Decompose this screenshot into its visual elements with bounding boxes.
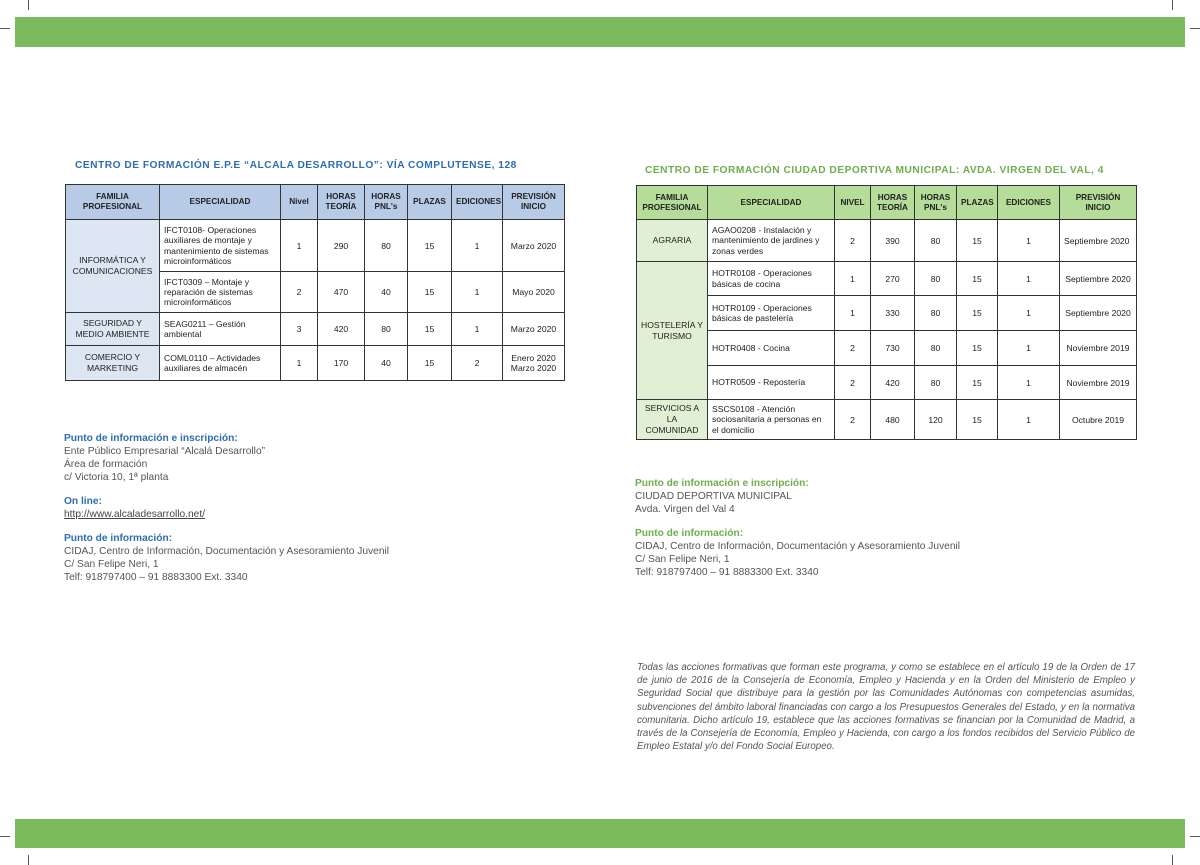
- plazas-cell: 15: [408, 220, 452, 272]
- col-especialidad: ESPECIALIDAD: [160, 185, 281, 220]
- ediciones-cell: 1: [998, 331, 1060, 366]
- info-line: Ente Público Empresarial “Alcalá Desarrollo”: [64, 446, 265, 457]
- top-green-band: [15, 17, 1185, 47]
- left-center-heading: CENTRO DE FORMACIÓN E.P.E “ALCALA DESARROLLO”: VÍA COMPLUTENSE, 128: [75, 160, 517, 171]
- ediciones-cell: 1: [452, 313, 503, 346]
- info-label: Punto de información:: [635, 528, 744, 539]
- table-row: [66, 313, 565, 346]
- info-line: Área de formación: [64, 459, 148, 470]
- col-ediciones: EDICIONES: [998, 186, 1060, 220]
- plazas-cell: 15: [957, 331, 998, 366]
- horas-pnl-cell: 80: [365, 313, 408, 346]
- info-line: C/ San Felipe Neri, 1: [64, 559, 159, 570]
- horas-pnl-cell: 80: [915, 331, 957, 366]
- info-line: CIDAJ, Centro de Información, Documentación y Asesoramiento Juvenil: [64, 546, 390, 557]
- col-familia: FAMILIA PROFESIONAL: [66, 185, 160, 220]
- info-line: CIUDAD DEPORTIVA MUNICIPAL: [635, 491, 792, 502]
- left-course-table: [65, 184, 565, 381]
- familia-cell: HOSTELERÍA Y TURISMO: [637, 262, 708, 400]
- especialidad-cell: AGAO0208 - Instalación y mantenimiento de jardines y zonas verdes: [708, 220, 835, 262]
- table-row: [66, 346, 565, 381]
- ediciones-cell: 1: [998, 220, 1060, 262]
- info-label: Punto de información e inscripción:: [635, 478, 809, 489]
- plazas-cell: 15: [957, 400, 998, 440]
- inicio-cell: Octubre 2019: [1060, 400, 1137, 440]
- nivel-cell: 1: [835, 262, 871, 296]
- inicio-cell: Noviembre 2019: [1060, 366, 1137, 400]
- horas-pnl-cell: 80: [365, 220, 408, 272]
- horas-teoria-cell: 420: [871, 366, 915, 400]
- horas-pnl-cell: 80: [915, 262, 957, 296]
- left-info-block: [64, 432, 389, 584]
- crop-mark: [1190, 836, 1200, 837]
- horas-pnl-cell: 80: [915, 366, 957, 400]
- crop-mark: [1190, 28, 1200, 29]
- especialidad-cell: HOTR0509 - Repostería: [708, 366, 835, 400]
- plazas-cell: 15: [408, 272, 452, 313]
- ediciones-cell: 1: [998, 262, 1060, 296]
- familia-cell: INFORMÁTICA Y COMUNICACIONES: [66, 220, 160, 313]
- horas-teoria-cell: 390: [871, 220, 915, 262]
- nivel-cell: 1: [835, 296, 871, 331]
- right-center-heading: CENTRO DE FORMACIÓN CIUDAD DEPORTIVA MUNICIPAL: AVDA. VIRGEN DEL VAL, 4: [645, 165, 1104, 176]
- especialidad-cell: IFCT0108- Operaciones auxiliares de montaje y mantenimiento de sistemas microinformáticos: [160, 220, 281, 272]
- plazas-cell: 15: [957, 220, 998, 262]
- ediciones-cell: 1: [998, 400, 1060, 440]
- horas-teoria-cell: 480: [871, 400, 915, 440]
- right-info-block: [635, 477, 960, 579]
- ediciones-cell: 2: [452, 346, 503, 381]
- table-row: [637, 220, 1137, 262]
- col-horas-pnl: HORAS PNL's: [365, 185, 408, 220]
- especialidad-cell: SSCS0108 - Atención sociosanitaria a personas en el domicilio: [708, 400, 835, 440]
- horas-teoria-cell: 420: [318, 313, 365, 346]
- especialidad-cell: COML0110 – Actividades auxiliares de almacén: [160, 346, 281, 381]
- col-prevision: PREVISIÓN INICIO: [1060, 186, 1137, 220]
- horas-pnl-cell: 40: [365, 272, 408, 313]
- plazas-cell: 15: [408, 313, 452, 346]
- plazas-cell: 15: [957, 262, 998, 296]
- info-line: Avda. Virgen del Val 4: [635, 504, 735, 515]
- online-label: On line:: [64, 496, 102, 507]
- info-label: Punto de información e inscripción:: [64, 433, 238, 444]
- horas-teoria-cell: 730: [871, 331, 915, 366]
- table-header-row: [637, 186, 1137, 220]
- bottom-green-band: [15, 819, 1185, 848]
- crop-mark: [28, 0, 29, 10]
- horas-pnl-cell: 120: [915, 400, 957, 440]
- table-row: [637, 331, 1137, 366]
- inicio-cell: Septiembre 2020: [1060, 296, 1137, 331]
- nivel-cell: 1: [281, 220, 318, 272]
- col-prevision: PREVISIÓN INICIO: [503, 185, 565, 220]
- col-ediciones: EDICIONES: [452, 185, 503, 220]
- inicio-cell: Mayo 2020: [503, 272, 565, 313]
- info-line: CIDAJ, Centro de Información, Documentación y Asesoramiento Juvenil: [635, 541, 961, 552]
- horas-pnl-cell: 80: [915, 296, 957, 331]
- familia-cell: SEGURIDAD Y MEDIO AMBIENTE: [66, 313, 160, 346]
- table-row: [637, 296, 1137, 331]
- plazas-cell: 15: [957, 296, 998, 331]
- especialidad-cell: IFCT0309 – Montaje y reparación de sistemas microinformáticos: [160, 272, 281, 313]
- inicio-cell: Septiembre 2020: [1060, 220, 1137, 262]
- nivel-cell: 2: [835, 366, 871, 400]
- info-line: C/ San Felipe Neri, 1: [635, 554, 730, 565]
- info-line: Telf: 918797400 – 91 8883300 Ext. 3340: [64, 572, 248, 583]
- col-plazas: PLAZAS: [957, 186, 998, 220]
- horas-pnl-cell: 80: [915, 220, 957, 262]
- ediciones-cell: 1: [452, 220, 503, 272]
- especialidad-cell: SEAG0211 – Gestión ambiental: [160, 313, 281, 346]
- table-header-row: [66, 185, 565, 220]
- plazas-cell: 15: [957, 366, 998, 400]
- ediciones-cell: 1: [452, 272, 503, 313]
- col-nivel: Nivel: [281, 185, 318, 220]
- ediciones-cell: 1: [998, 296, 1060, 331]
- col-familia: FAMILIA PROFESIONAL: [637, 186, 708, 220]
- horas-teoria-cell: 330: [871, 296, 915, 331]
- inicio-cell: Marzo 2020: [503, 220, 565, 272]
- nivel-cell: 1: [281, 346, 318, 381]
- col-especialidad: ESPECIALIDAD: [708, 186, 835, 220]
- horas-pnl-cell: 40: [365, 346, 408, 381]
- familia-cell: COMERCIO Y MARKETING: [66, 346, 160, 381]
- horas-teoria-cell: 170: [318, 346, 365, 381]
- col-horas-teoria: HORAS TEORÍA: [318, 185, 365, 220]
- inicio-cell: Noviembre 2019: [1060, 331, 1137, 366]
- inicio-cell: Septiembre 2020: [1060, 262, 1137, 296]
- nivel-cell: 3: [281, 313, 318, 346]
- ediciones-cell: 1: [998, 366, 1060, 400]
- nivel-cell: 2: [835, 220, 871, 262]
- especialidad-cell: HOTR0108 - Operaciones básicas de cocina: [708, 262, 835, 296]
- col-horas-teoria: HORAS TEORÍA: [871, 186, 915, 220]
- horas-teoria-cell: 290: [318, 220, 365, 272]
- info-line: Telf: 918797400 – 91 8883300 Ext. 3340: [635, 567, 819, 578]
- legal-note: Todas las acciones formativas que forman este programa, y como se establece en el artículo 19 de la Orden de 17 de junio de 2016 de la Consejería de Economía, Empleo y Hacienda y en la Orden del Ministerio de Empleo y Seguridad Social que distribuye para la gestión por las Comunidades Autónomas con competencias asumidas, subvenciones del ámbito laboral financiadas con cargo a los Presupuestos Generales del Estado, y en la normativa comunitaria. Dicho artículo 19, establece que las acciones formativas se financian por la Comunidad de Madrid, a través de la Consejería de Economía, Empleo y Hacienda, con cargo a los fondos recibidos del Servicio Público de Empleo Estatal y/o del Fondo Social Europeo.: [637, 662, 1135, 753]
- info-label: Punto de información:: [64, 533, 173, 544]
- nivel-cell: 2: [835, 400, 871, 440]
- table-row: [637, 262, 1137, 296]
- info-line: c/ Victoria 10, 1ª planta: [64, 472, 169, 483]
- nivel-cell: 2: [835, 331, 871, 366]
- table-row: [66, 220, 565, 272]
- familia-cell: AGRARIA: [637, 220, 708, 262]
- inicio-cell: Marzo 2020: [503, 313, 565, 346]
- col-horas-pnl: HORAS PNL's: [915, 186, 957, 220]
- inicio-cell: Enero 2020 Marzo 2020: [503, 346, 565, 381]
- table-row: [637, 366, 1137, 400]
- col-plazas: PLAZAS: [408, 185, 452, 220]
- crop-mark: [0, 836, 10, 837]
- horas-teoria-cell: 270: [871, 262, 915, 296]
- horas-teoria-cell: 470: [318, 272, 365, 313]
- plazas-cell: 15: [408, 346, 452, 381]
- crop-mark: [28, 855, 29, 865]
- nivel-cell: 2: [281, 272, 318, 313]
- crop-mark: [1172, 855, 1173, 865]
- familia-cell: SERVICIOS A LA COMUNIDAD: [637, 400, 708, 440]
- right-course-table: [636, 185, 1137, 440]
- especialidad-cell: HOTR0408 - Cocina: [708, 331, 835, 366]
- crop-mark: [1172, 0, 1173, 10]
- crop-mark: [0, 28, 10, 29]
- website-link[interactable]: http://www.alcaladesarrollo.net/: [64, 509, 205, 520]
- especialidad-cell: HOTR0109 - Operaciones básicas de pastelería: [708, 296, 835, 331]
- col-nivel: NIVEL: [835, 186, 871, 220]
- table-row: [637, 400, 1137, 440]
